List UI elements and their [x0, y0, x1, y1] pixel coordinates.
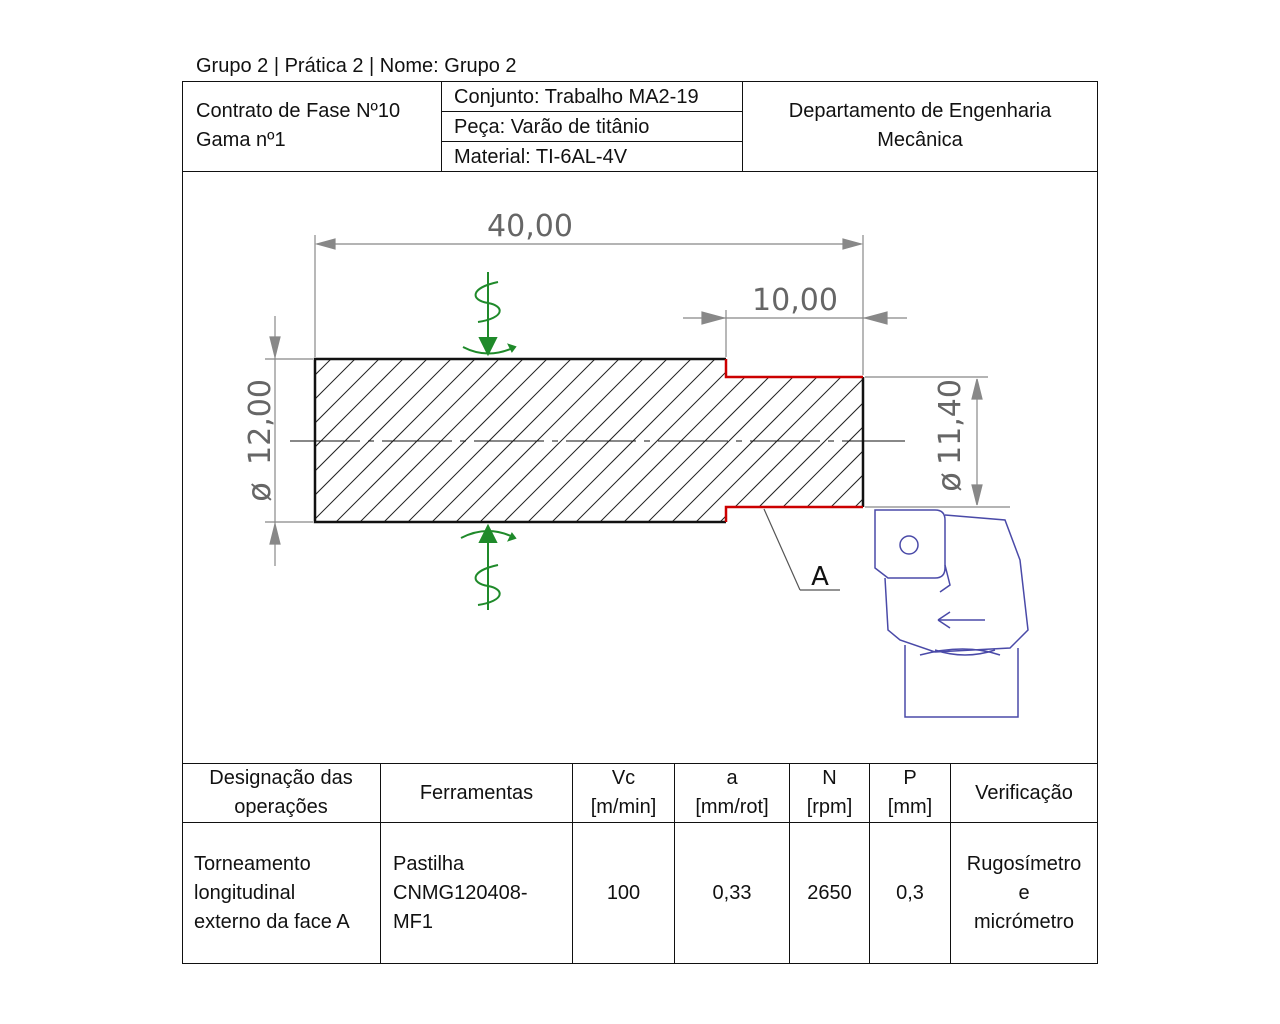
td-verification-line2: e — [1018, 881, 1030, 904]
th-designation-line2: operações — [234, 796, 328, 818]
hatch-line — [390, 340, 590, 540]
td-n — [790, 823, 869, 963]
department-name-line2: Mecânica — [877, 129, 963, 151]
dim-turned-diameter-text: 11,40 — [933, 379, 968, 465]
td-tools-line1: Pastilha — [393, 852, 465, 875]
td-n-value: 2650 — [807, 881, 852, 904]
td-tools-line2: CNMG120408- — [393, 881, 528, 904]
th-vc-symbol: Vc — [611, 767, 636, 789]
hatch-line — [198, 340, 398, 540]
hatch-line — [366, 340, 566, 540]
td-tools — [381, 823, 584, 963]
dim-turned-diameter-symbol: ø — [930, 472, 968, 492]
th-vc — [573, 764, 674, 822]
hatch-line — [534, 340, 734, 540]
th-a — [675, 764, 789, 822]
material-label: Material: TI-6AL-4V — [454, 146, 628, 168]
gamma-number: Gama nº1 — [196, 129, 286, 151]
contract-number: Contrato de Fase Nº10 — [196, 100, 401, 122]
th-vc-unit: [m/min] — [590, 796, 657, 818]
dim-turned-length-text: 10,00 — [752, 283, 838, 318]
hatch-line — [294, 340, 494, 540]
th-n-symbol: N — [822, 767, 837, 789]
turned-edge-top — [726, 359, 863, 377]
th-tools-label: Ferramentas — [419, 781, 534, 804]
td-p — [870, 823, 950, 963]
cutting-tool — [875, 510, 1028, 717]
td-designation-line2: longitudinal — [194, 881, 296, 904]
hatch-line — [486, 340, 686, 540]
th-p — [870, 764, 950, 822]
clamp-symbol-top — [463, 272, 515, 354]
face-a-label: A — [811, 562, 829, 592]
turned-edge-bottom — [726, 507, 863, 522]
hatch-line — [342, 340, 542, 540]
hatch-line — [942, 340, 1142, 540]
part-label: Peça: Varão de titânio — [454, 116, 650, 138]
hatch-line — [606, 340, 806, 540]
th-p-symbol: P — [903, 767, 917, 789]
hatch-line — [318, 340, 518, 540]
section-hatching — [150, 340, 1190, 540]
td-designation-line1: Torneamento — [194, 852, 311, 875]
th-tools — [381, 764, 572, 822]
th-n-unit: [rpm] — [806, 796, 853, 818]
td-tools-line3: MF1 — [393, 910, 433, 933]
dim-length-text: 40,00 — [487, 209, 573, 244]
td-verification-line1: Rugosímetro — [966, 852, 1082, 875]
hatch-line — [654, 340, 854, 540]
dim-diameter-text: 12,00 — [243, 379, 278, 465]
page-caption: Grupo 2 | Prática 2 | Nome: Grupo 2 — [196, 55, 517, 77]
th-n — [790, 764, 869, 822]
td-p-value: 0,3 — [896, 881, 924, 904]
hatch-line — [990, 340, 1190, 540]
th-a-symbol: a — [726, 767, 738, 789]
th-verification — [951, 764, 1097, 822]
dim-diameter-symbol: ø — [240, 482, 278, 502]
hatch-line — [678, 340, 878, 540]
hatch-line — [630, 340, 830, 540]
td-designation-line3: externo da face A — [194, 910, 350, 933]
td-a — [675, 823, 789, 963]
td-a-value: 0,33 — [712, 881, 752, 904]
th-designation — [182, 764, 380, 822]
td-verification-line3: micrómetro — [973, 910, 1074, 933]
hatch-line — [582, 340, 782, 540]
hatch-line — [414, 340, 614, 540]
td-verification — [951, 823, 1097, 963]
assembly-label: Conjunto: Trabalho MA2-19 — [454, 86, 699, 108]
th-verification-label: Verificação — [975, 781, 1073, 804]
hatch-line — [510, 340, 710, 540]
clamp-symbol-bottom — [461, 526, 515, 610]
hatch-line — [462, 340, 662, 540]
th-p-unit: [mm] — [887, 796, 933, 818]
hatch-line — [438, 340, 638, 540]
hatch-line — [966, 340, 1166, 540]
department-name-line1: Departamento de Engenharia — [788, 100, 1052, 122]
hatch-line — [270, 340, 470, 540]
hatch-line — [558, 340, 758, 540]
hatch-line — [702, 340, 902, 540]
td-vc — [573, 823, 674, 963]
td-designation — [182, 823, 392, 963]
th-designation-line1: Designação das — [209, 767, 353, 789]
th-a-unit: [mm/rot] — [695, 796, 769, 818]
td-vc-value: 100 — [606, 881, 641, 904]
